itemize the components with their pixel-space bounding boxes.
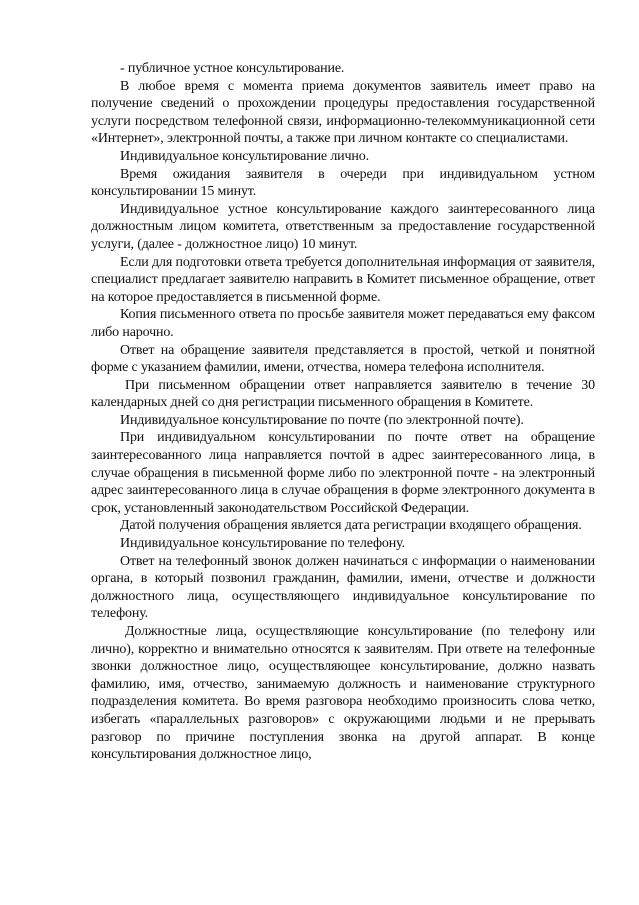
- paragraph-public-consulting: - публичное устное консультирование.: [120, 61, 345, 76]
- paragraph-answer-form: Ответ на обращение заявителя представляется в простой, четкой и понятной форме с указанием фамилии, имени, отчества, номера телефона исполнителя.: [91, 342, 595, 376]
- paragraph-phone-answer: Ответ на телефонный звонок должен начинаться с информации о наименовании органа, в который позвонил гражданин, фамилии, имени, отчестве и должности должностного лица, осуществляющего индивидуальное консультирование по телефону.: [91, 553, 595, 622]
- paragraph-phone-consulting-heading: Индивидуальное консультирование по телефону.: [120, 536, 405, 552]
- paragraph-oral-consulting-duration: Индивидуальное устное консультирование каждого заинтересованного лица должностным лицом комитета, ответственным за предоставление государственной услуги, (далее - должностное лицо) 10 минут.: [91, 201, 595, 252]
- paragraph-mail-consulting: При индивидуальном консультировании по почте ответ на обращение заинтересованного лица направляется почтой в адрес заинтересованного лица, в случае обращения в письменной форме либо по электронной почте - на электронный адрес заинтересованного лица в случае обращения в форме электронного документа в срок, установленный законодательством Российской Федерации.: [91, 430, 595, 516]
- paragraph-waiting-time: Время ожидания заявителя в очереди при индивидуальном устном консультировании 15 минут.: [91, 166, 595, 200]
- paragraph-right-to-information: В любое время с момента приема документов заявитель имеет право на получение сведений о прохождении процедуры предоставления государственной услуги посредством телефонной связи, информационно-телекоммуникационной сети «Интернет», электронной почты, а также при личном контакте со специалистами.: [91, 78, 595, 147]
- document-page: [91, 60, 595, 764]
- paragraph-copy-of-answer: Копия письменного ответа по просьбе заявителя может передаваться ему факсом либо нарочно.: [91, 307, 595, 340]
- paragraph-written-answer-term: При письменном обращении ответ направляется заявителю в течение 30 календарных дней со дня регистрации письменного обращения в Комитете.: [91, 377, 595, 411]
- paragraph-mail-consulting-heading: Индивидуальное консультирование по почте (по электронной почте).: [120, 412, 524, 428]
- paragraph-personal-consulting-heading: Индивидуальное консультирование лично.: [120, 148, 369, 164]
- paragraph-officials-conduct: Должностные лица, осуществляющие консультирование (по телефону или лично), корректно и внимательно относятся к заявителям. При ответе на телефонные звонки должностное лицо, осуществляющее консультирование, должно назвать фамилию, имя, отчество, занимаемую должность и наименование структурного подразделения комитета. Во время разговора необходимо произносить слова четко, избегать «параллельных разговоров» с окружающими людьми и не прерывать разговор по причине поступления звонка на другой аппарат. В конце консультирования должностное лицо,: [91, 624, 595, 763]
- paragraph-receipt-date: Датой получения обращения является дата регистрации входящего обращения.: [120, 518, 582, 534]
- paragraph-additional-information: Если для подготовки ответа требуется дополнительная информация от заявителя, специалист предлагает заявителю направить в Комитет письменное обращение, ответ на которое предоставляется в письменной форме.: [91, 254, 595, 305]
